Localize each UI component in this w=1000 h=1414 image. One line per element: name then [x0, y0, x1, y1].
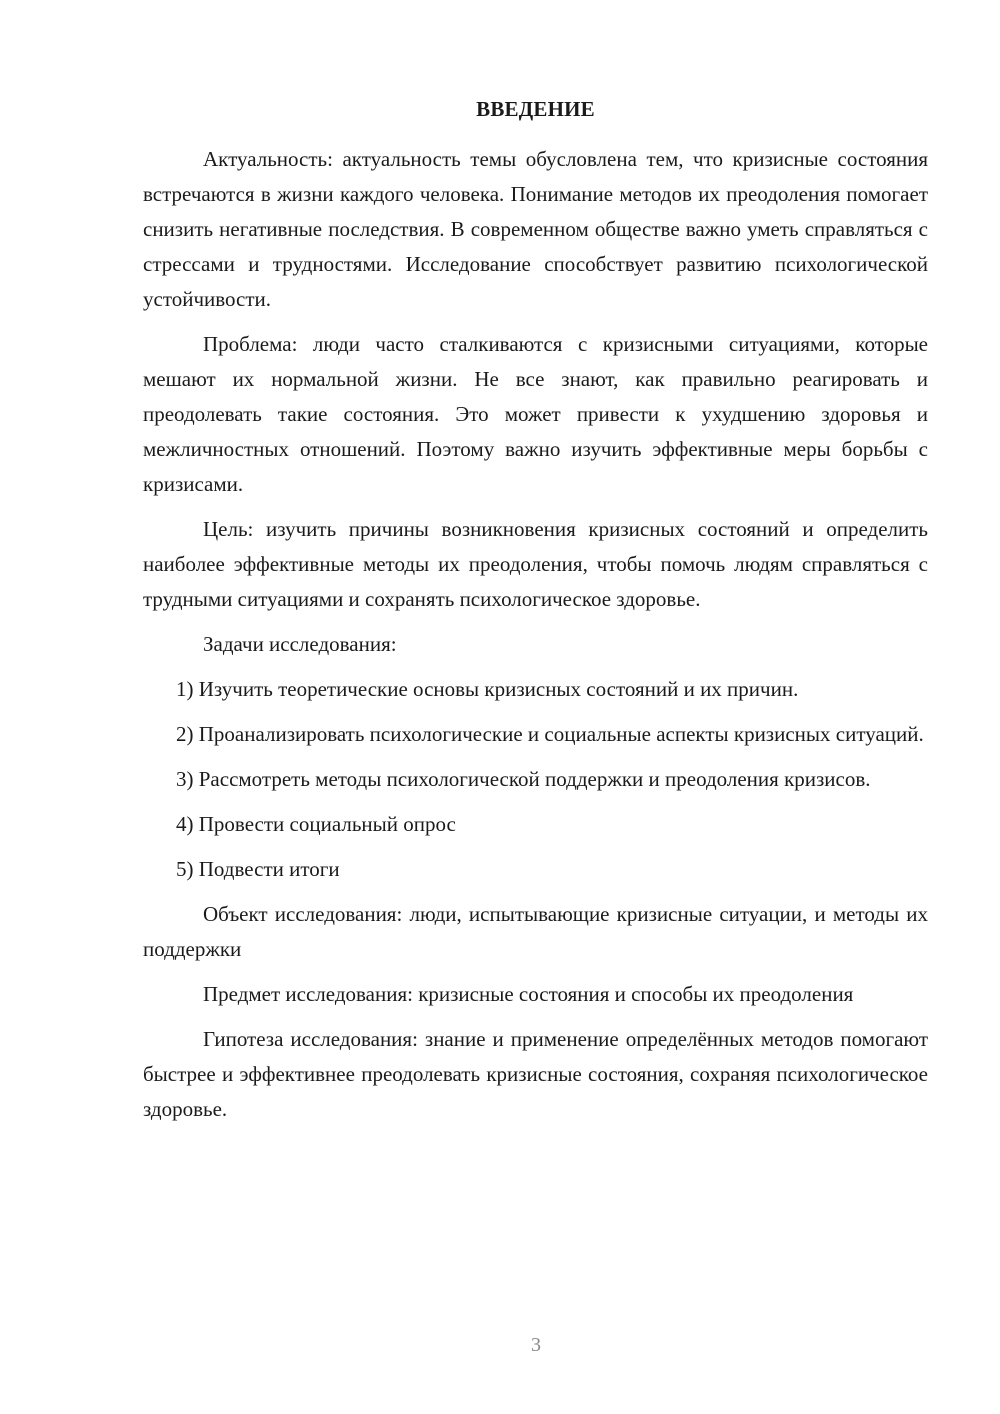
- subject-paragraph: Предмет исследования: кризисные состояния и способы их преодоления: [203, 982, 854, 1006]
- task-item-5: 5) Подвести итоги: [176, 857, 340, 881]
- task-item-1: 1) Изучить теоретические основы кризисных состояний и их причин.: [176, 677, 799, 701]
- page-title: ВВЕДЕНИЕ: [476, 97, 595, 121]
- task-item-4: 4) Провести социальный опрос: [176, 812, 456, 836]
- problem-paragraph: Проблема: люди часто сталкиваются с кризисными ситуациями, которые мешают их нормальной жизни. Не все знают, как правильно реагировать и преодолевать такие состояния. Это может привести к ухудшению здоровья и межличностных отношений. Поэтому важно изучить эффективные меры борьбы с кризисами.: [143, 332, 928, 496]
- relevance-paragraph: Актуальность: актуальность темы обусловлена тем, что кризисные состояния встречаются в жизни каждого человека. Понимание методов их преодоления помогает снизить негативные последствия. В современном обществе важно уметь справляться с стрессами и трудностями. Исследование способствует развитию психологической устойчивости.: [143, 147, 928, 311]
- task-item-3: 3) Рассмотреть методы психологической поддержки и преодоления кризисов.: [176, 767, 871, 791]
- document-body: [143, 92, 928, 1127]
- object-paragraph: Объект исследования: люди, испытывающие кризисные ситуации, и методы их поддержки: [143, 902, 928, 961]
- goal-paragraph: Цель: изучить причины возникновения кризисных состояний и определить наиболее эффективные методы их преодоления, чтобы помочь людям справляться с трудными ситуациями и сохранять психологическое здоровье.: [143, 517, 928, 611]
- page-number: 3: [531, 1334, 541, 1356]
- task-item-2: 2) Проанализировать психологические и социальные аспекты кризисных ситуаций.: [176, 722, 924, 746]
- hypothesis-paragraph: Гипотеза исследования: знание и применение определённых методов помогают быстрее и эффективнее преодолевать кризисные состояния, сохраняя психологическое здоровье.: [143, 1027, 928, 1121]
- tasks-heading: Задачи исследования:: [203, 632, 397, 656]
